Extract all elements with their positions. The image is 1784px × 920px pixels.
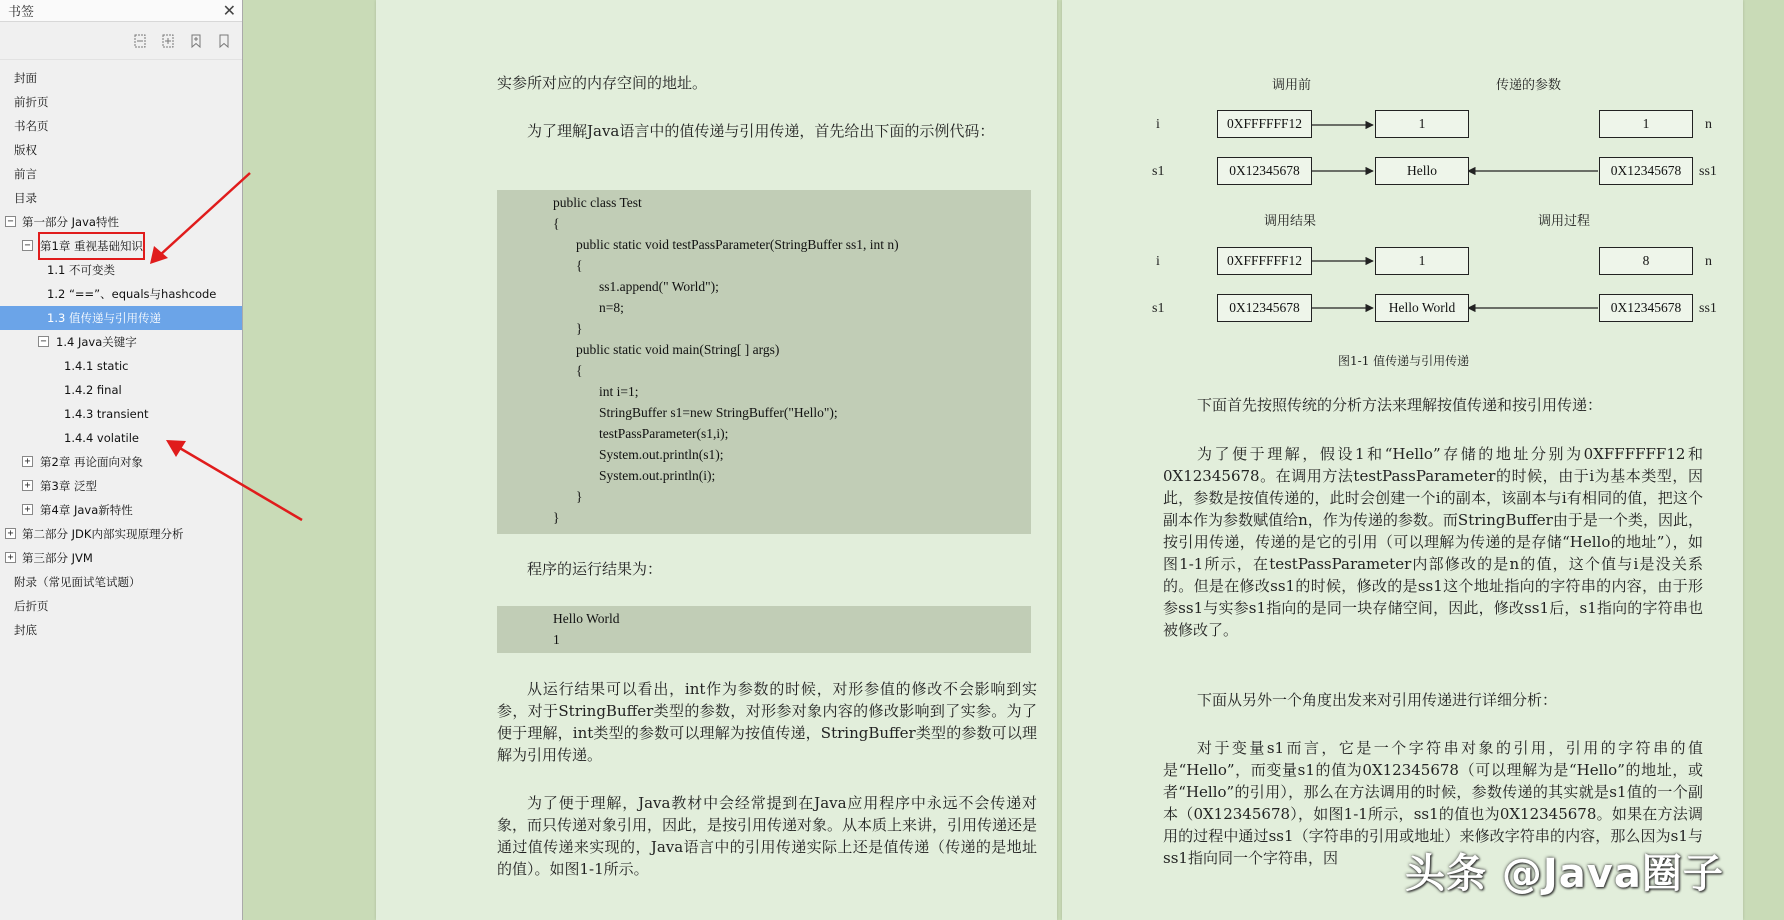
var-label: ss1 (1699, 164, 1717, 179)
code-line: { (553, 216, 560, 231)
memory-box: 1 (1599, 110, 1693, 138)
paragraph: 为了便于理解，假设1和“Hello”存储的地址分别为0XFFFFFF12和0X12345678。在调用方法testPassParameter的时候，由于i为基本类型，因此，参数是按值传递的，此时会创建一个i的副本，该副本与i有相同的值，把这个副本作为参数赋值给n，作为传递的参数。而StringBuffer由于是一个类，因此，按引用传递，传递的是它的引用（可以理解为传递的是存储“Hello的地址”），如图1-1所示，在testPassParameter内部修改的是n的值，这个值与i是没关系的。但是在修改ss1的时候，修改的是ss1这个地址指向的字符串的内容，由于形参ss1与实参s1指向的是同一块存储空间，因此，修改ss1后，s1指向的字符串也被修改了。 (1163, 445, 1703, 639)
bookmark-copyright[interactable]: 版权 (14, 143, 37, 157)
code-line: StringBuffer s1=new StringBuffer("Hello"); (599, 405, 838, 420)
bookmark-panel (0, 0, 243, 920)
var-label: n (1705, 117, 1712, 132)
collapse-all-icon[interactable] (160, 33, 176, 49)
page-left (376, 0, 1057, 920)
bookmark-1-2[interactable]: 1.2 “==”、equals与hashcode (47, 287, 217, 301)
paragraph: 下面首先按照传统的分析方法来理解按值传递和按引用传递： (1197, 396, 1603, 414)
memory-box: 8 (1599, 247, 1693, 275)
code-line: testPassParameter(s1,i); (599, 426, 729, 441)
bookmark-part1[interactable]: − 第一部分 Java特性 (0, 210, 242, 234)
paragraph: 从运行结果可以看出，int作为参数的时候，对形参值的修改不会影响到实参，对于StringBuffer类型的参数，对形参对象内容的修改影响到了实参。为了便于理解，int类型的参数可以理解为按值传递，StringBuffer类型的参数可以理解为引用传递。 (497, 680, 1037, 764)
bookmark-panel-header (0, 0, 242, 22)
memory-box: 0XFFFFFF12 (1217, 247, 1312, 275)
var-label: s1 (1152, 301, 1165, 316)
expand-toggle-icon[interactable]: + (22, 480, 33, 491)
code-line: n=8; (599, 300, 624, 315)
memory-box: 0X12345678 (1217, 294, 1312, 322)
paragraph: 程序的运行结果为： (527, 560, 663, 578)
output-line: 1 (553, 632, 560, 647)
bookmark-chapter3[interactable]: + 第3章 泛型 (0, 474, 242, 498)
watermark: 头条 @Java圈子 (1405, 851, 1724, 897)
expand-toggle-icon[interactable]: + (5, 552, 16, 563)
bookmark-part2[interactable]: + 第二部分 JDK内部实现原理分析 (0, 522, 242, 546)
collapse-toggle-icon[interactable]: − (22, 240, 33, 251)
bookmark-panel-title: 书签 (8, 5, 35, 20)
diagram-label-params: 传递的参数 (1496, 78, 1562, 93)
code-line: public static void testPassParameter(StringBuffer ss1, int n) (576, 237, 899, 252)
bookmark-1-4-4[interactable]: 1.4.4 volatile (64, 431, 139, 445)
memory-box: 1 (1375, 247, 1469, 275)
code-line: { (576, 363, 583, 378)
code-line: public static void main(String[ ] args) (576, 342, 780, 357)
bookmark-toolbar (0, 22, 242, 60)
code-line: public class Test (553, 195, 642, 210)
code-line: System.out.println(s1); (599, 447, 724, 462)
var-label: s1 (1152, 164, 1165, 179)
figure-1-1 (1062, 0, 1743, 380)
var-label: i (1156, 117, 1160, 132)
figure-caption: 图1-1 值传递与引用传递 (1338, 354, 1470, 368)
diagram-label-process: 调用过程 (1538, 214, 1591, 229)
expand-toggle-icon[interactable]: + (22, 504, 33, 515)
code-line: ss1.append(" World"); (599, 279, 719, 294)
bookmark-1-4[interactable]: − 1.4 Java关键字 (0, 330, 242, 354)
output-line: Hello World (553, 611, 620, 626)
close-icon[interactable]: ✕ (222, 0, 236, 20)
paragraph: 实参所对应的内存空间的地址。 (497, 74, 708, 92)
bookmark-icon[interactable] (216, 33, 232, 49)
paragraph: 为了理解Java语言中的值传递与引用传递，首先给出下面的示例代码： (527, 122, 995, 140)
paragraph: 对于变量s1而言，它是一个字符串对象的引用，引用的字符串的值是“Hello”，而变量s1的值为0X12345678（可以理解为是“Hello”的地址，或者“Hello”的引用），那么在方法调用的时候，参数传递的其实就是s1值的一个副本（0X12345678），如图1-1所示，ss1的值也为0X12345678。如果在方法调用的过程中通过ss1（字符串的引用或地址）来修改字符串的内容，那么因为s1与ss1指向同一个字符串，因 (1163, 739, 1703, 867)
bookmark-back-cover[interactable]: 封底 (14, 623, 37, 637)
paragraph: 为了便于理解，Java教材中会经常提到在Java应用程序中永远不会传递对象，而只传递对象引用，因此，是按引用传递对象。从本质上来讲，引用传递还是通过值传递来实现的，Java语言中的引用传递实际上还是值传递（传递的是地址的值）。如图1-1所示。 (497, 794, 1038, 878)
bookmark-add-icon[interactable] (188, 33, 204, 49)
memory-box: 0XFFFFFF12 (1217, 110, 1312, 138)
memory-box: 0X12345678 (1599, 294, 1693, 322)
output-block (497, 606, 1031, 653)
code-line: } (576, 321, 583, 336)
code-line: { (576, 258, 583, 273)
bookmark-back-flap[interactable]: 后折页 (14, 599, 49, 613)
bookmark-appendix[interactable]: 附录（常见面试笔试题） (14, 575, 141, 589)
document-viewport[interactable] (244, 0, 1784, 920)
memory-box: 1 (1375, 110, 1469, 138)
expand-all-icon[interactable] (132, 33, 148, 49)
code-line: } (553, 510, 560, 525)
diagram-label-result: 调用结果 (1264, 214, 1317, 229)
bookmark-chapter4[interactable]: + 第4章 Java新特性 (0, 498, 242, 522)
code-block (497, 190, 1031, 534)
bookmark-part3[interactable]: + 第三部分 JVM (0, 546, 242, 570)
code-line: int i=1; (599, 384, 639, 399)
expand-toggle-icon[interactable]: + (22, 456, 33, 467)
var-label: ss1 (1699, 301, 1717, 316)
bookmark-1-4-2[interactable]: 1.4.2 final (64, 383, 122, 397)
code-line: } (576, 489, 583, 504)
memory-box: Hello World (1375, 294, 1469, 322)
bookmark-1-1[interactable]: 1.1 不可变类 (47, 263, 115, 277)
bookmark-front-flap[interactable]: 前折页 (14, 95, 49, 109)
paragraph: 下面从另外一个角度出发来对引用传递进行详细分析： (1197, 691, 1558, 709)
bookmark-tree (0, 60, 242, 642)
bookmark-1-4-1[interactable]: 1.4.1 static (64, 359, 129, 373)
expand-toggle-icon[interactable]: + (5, 528, 16, 539)
diagram-label-before: 调用前 (1272, 78, 1312, 93)
var-label: i (1156, 254, 1160, 269)
memory-box: 0X12345678 (1217, 157, 1312, 185)
figure-arrows (1062, 0, 1743, 380)
var-label: n (1705, 254, 1712, 269)
bookmark-1-4-3[interactable]: 1.4.3 transient (64, 407, 149, 421)
memory-box: 0X12345678 (1599, 157, 1693, 185)
memory-box: Hello (1375, 157, 1469, 185)
bookmark-chapter2[interactable]: + 第2章 再论面向对象 (0, 450, 242, 474)
collapse-toggle-icon[interactable]: − (38, 336, 49, 347)
bookmark-cover[interactable]: 封面 (14, 71, 37, 85)
bookmark-1-3[interactable]: 1.3 值传递与引用传递 (0, 306, 242, 330)
collapse-toggle-icon[interactable]: − (5, 216, 16, 227)
bookmark-chapter1[interactable]: − 第1章 重视基础知识 (0, 234, 242, 258)
bookmark-preface[interactable]: 前言 (14, 167, 37, 181)
code-line: System.out.println(i); (599, 468, 716, 483)
bookmark-title-page[interactable]: 书名页 (14, 119, 49, 133)
bookmark-toc[interactable]: 目录 (14, 191, 37, 205)
